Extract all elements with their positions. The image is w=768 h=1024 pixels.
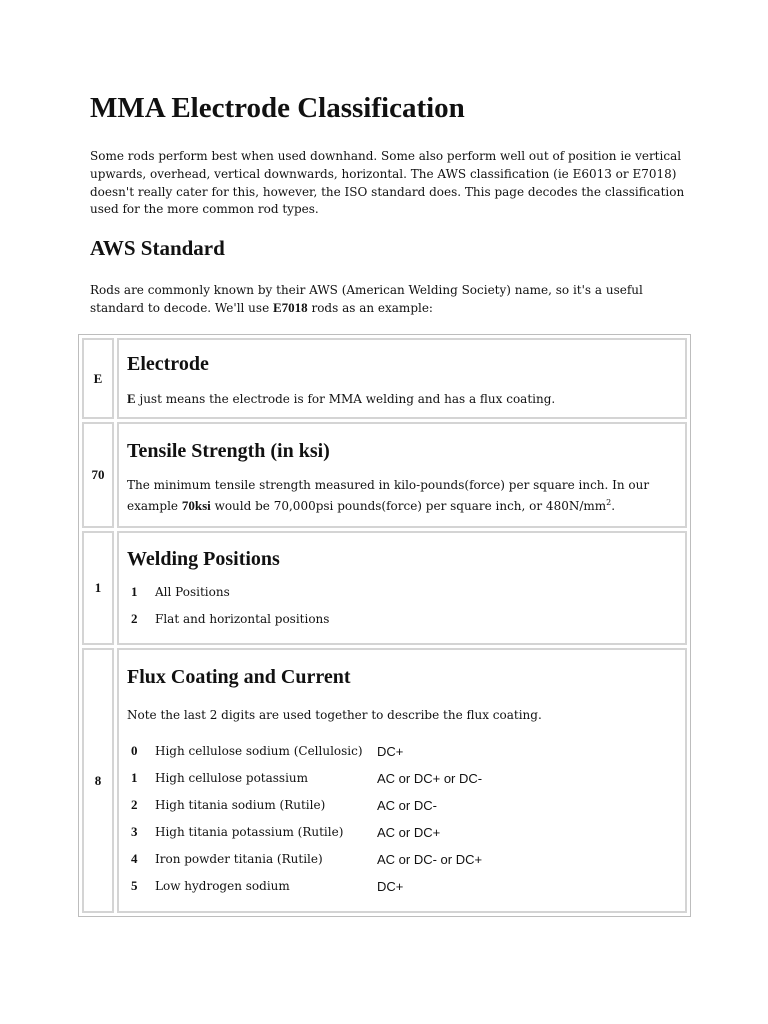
code-cell: E xyxy=(82,338,114,419)
table-row-positions xyxy=(82,531,687,645)
section-text-body: just means the electrode is for MMA welding and has a flux coating. xyxy=(135,392,556,406)
classification-table xyxy=(78,334,691,917)
option-label: High cellulose sodium (Cellulosic) xyxy=(155,744,363,758)
option-current: AC or DC+ xyxy=(377,824,441,840)
option-number: 0 xyxy=(131,743,138,758)
option-label: High cellulose potassium xyxy=(155,771,309,785)
option-number: 2 xyxy=(131,797,138,812)
list-item xyxy=(127,873,677,900)
section-text-mid: would be 70,000psi pounds(force) per square inch, or 480N/mm xyxy=(210,498,607,513)
section-title: Welding Positions xyxy=(127,547,280,570)
section-title: Flux Coating and Current xyxy=(127,665,351,688)
option-number: 3 xyxy=(131,824,138,839)
intro-paragraph: Some rods perform best when used downhand. Some also perform well out of position ie vertical upwards, overhead, vertical downwards, horizontal. The AWS classification (ie E6013 or E7018) doesn't really cater for this, however, the ISO standard does. This page decodes the classification used for the more common rod types. xyxy=(90,149,685,217)
section-title: Tensile Strength (in ksi) xyxy=(127,439,330,462)
code-cell: 8 xyxy=(82,648,114,913)
option-label: High titania sodium (Rutile) xyxy=(155,798,326,812)
option-number: 1 xyxy=(131,584,138,599)
aws-heading: AWS Standard xyxy=(90,236,225,260)
list-item xyxy=(127,765,677,792)
bold-value: 70ksi xyxy=(181,497,211,513)
list-item xyxy=(127,579,677,606)
bold-code: E xyxy=(127,391,136,406)
section-text-start: The minimum tensile strength measured in kilo-pounds(force) per square inch. In our example xyxy=(127,477,650,513)
desc-cell xyxy=(117,531,687,645)
option-label: Low hydrogen sodium xyxy=(155,879,290,893)
table-row-electrode xyxy=(82,338,687,419)
aws-intro-text: Rods are commonly known by their AWS (American Welding Society) name, so it's a useful standard to decode. We'll use xyxy=(90,283,643,315)
section-text-end: . xyxy=(611,498,616,513)
aws-intro-paragraph xyxy=(90,281,690,317)
option-number: 5 xyxy=(131,878,138,893)
desc-cell xyxy=(117,422,687,528)
list-item xyxy=(127,738,677,765)
list-item xyxy=(127,819,677,846)
section-text xyxy=(127,477,677,515)
desc-cell xyxy=(117,648,687,913)
option-current: DC+ xyxy=(377,743,404,759)
list-item xyxy=(127,792,677,819)
option-current: AC or DC- xyxy=(377,797,437,813)
option-number: 1 xyxy=(131,770,138,785)
option-label: Iron powder titania (Rutile) xyxy=(155,852,323,866)
section-text xyxy=(127,390,677,408)
code-cell: 1 xyxy=(82,531,114,645)
desc-cell xyxy=(117,338,687,419)
option-number: 2 xyxy=(131,611,138,626)
aws-intro-text-end: rods as an example: xyxy=(307,301,433,315)
aws-example-code: E7018 xyxy=(272,300,308,315)
table-row-flux xyxy=(82,648,687,913)
list-item xyxy=(127,846,677,873)
section-note: Note the last 2 digits are used together to describe the flux coating. xyxy=(127,707,542,722)
option-current: AC or DC+ or DC- xyxy=(377,770,483,786)
page-title: MMA Electrode Classification xyxy=(90,92,465,124)
list-item xyxy=(127,606,677,633)
option-current: AC or DC- or DC+ xyxy=(377,851,483,867)
option-label: Flat and horizontal positions xyxy=(155,612,330,626)
option-current: DC+ xyxy=(377,878,404,894)
superscript: 2 xyxy=(606,497,612,507)
section-title: Electrode xyxy=(127,353,209,375)
option-number: 4 xyxy=(131,851,138,866)
code-cell: 70 xyxy=(82,422,114,528)
table-row-tensile xyxy=(82,422,687,528)
option-label: High titania potassium (Rutile) xyxy=(155,825,344,839)
option-label: All Positions xyxy=(155,585,230,599)
